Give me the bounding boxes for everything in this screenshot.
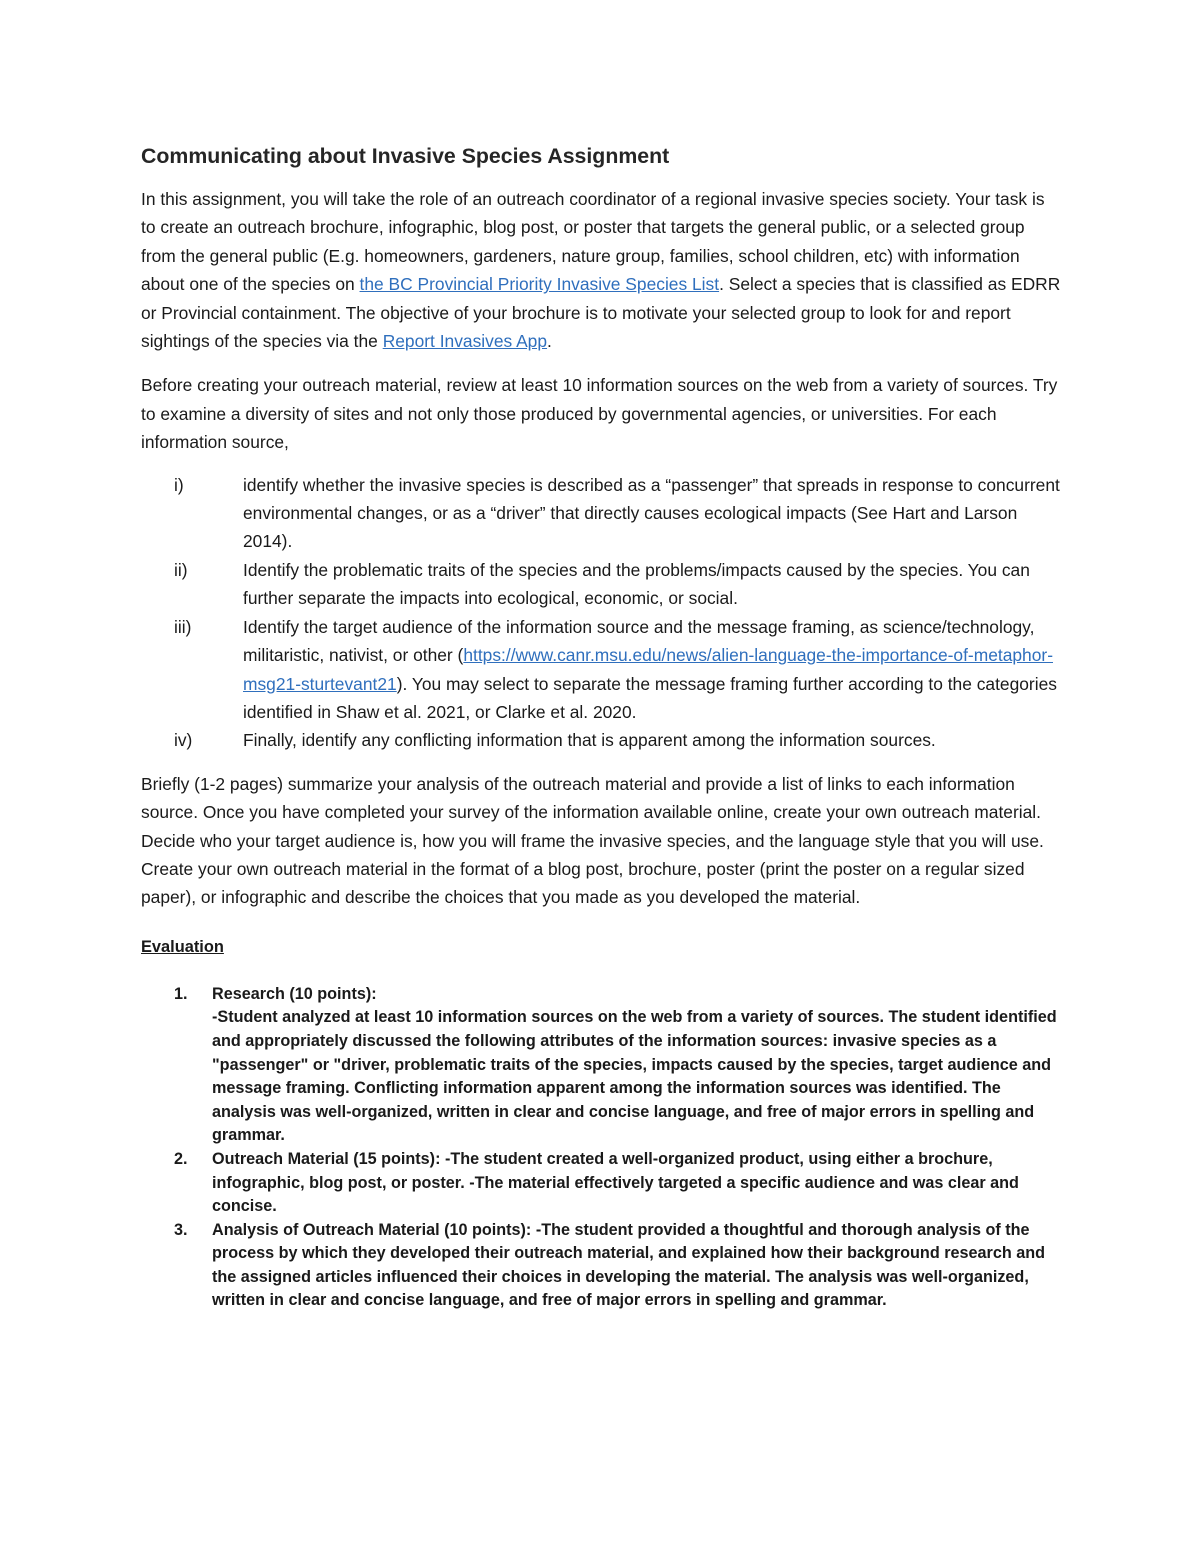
list-item <box>141 556 1063 613</box>
criterion-item <box>141 1219 1063 1313</box>
list-item-text: identify whether the invasive species is described as a “passenger” that spreads in response to concurrent environmental changes, or as a “driver” that directly causes ecological impacts (See Hart and Larson 2014). <box>243 474 1060 552</box>
criterion-item <box>141 983 1063 1148</box>
analysis-steps-list <box>141 471 1063 755</box>
list-item-number: i) <box>174 474 184 495</box>
summary-paragraph: Briefly (1-2 pages) summarize your analysis of the outreach material and provide a list of links to each information source. Once you have completed your survey of the information available online, create your own outreach material. Decide who your target audience is, how you will frame the invasive species, and the language style that you will use. Create your own outreach material in the format of a blog post, brochure, poster (print the poster on a regular sized paper), or infographic and describe the choices that you made as you developed the material. <box>141 773 1044 908</box>
evaluation-heading: Evaluation <box>141 937 224 956</box>
intro-text-1: In this assignment, you will take the role of an outreach coordinator of a regional invasive species society. Your task is to create an outreach brochure, infographic, blog post, or poster that targets the general public, or a selected group from the general public (E.g. homeowners, gardeners, nature group, families, school children, etc) with information about one of the species on <box>141 189 1045 295</box>
evaluation-criteria-list <box>141 983 1063 1313</box>
list-item-text: Identify the problematic traits of the species and the problems/impacts caused by the species. You can further separate the impacts into ecological, economic, or social. <box>243 559 1030 609</box>
criterion-number: 3. <box>174 1220 188 1239</box>
intro-text-3: . <box>547 331 552 352</box>
criterion-title: Research (10 points): <box>212 984 377 1003</box>
intro-paragraph <box>141 185 1063 355</box>
list-item-number: iii) <box>174 616 192 637</box>
list-item-text: ). You may select to separate the message framing further according to the categories identified in Shaw et al. 2021, or Clarke et al. 2020. <box>243 673 1057 722</box>
msu-article-link[interactable]: https://www.canr.msu.edu/news/alien-language-the-importance-of-metaphor-msg21-sturtevant21 <box>243 645 1053 694</box>
criterion-number: 2. <box>174 1149 188 1168</box>
criterion-description: -The student provided a thoughtful and thorough analysis of the process by which they developed their outreach material, and explained how their background research and the assigned articles influenced their choices in developing the material. The analysis was well-organized, written in clear and concise language, and free of major errors in spelling and grammar. <box>212 1220 1045 1310</box>
list-item-text: Identify the target audience of the information source and the message framing, as science/technology, militaristic, nativist, or other ( <box>243 616 1035 666</box>
criterion-description: -Student analyzed at least 10 information sources on the web from a variety of sources. The student identified and appropriately discussed the following attributes of the information sources: invasive species as a "passenger" or "driver, problematic traits of the species, impacts caused by the species, target audience and message framing. Conflicting information apparent among the information sources was identified. The analysis was well-organized, written in clear and concise language, and free of major errors in spelling and grammar. <box>212 1008 1057 1145</box>
list-item-number: iv) <box>174 730 193 751</box>
criterion-title: Analysis of Outreach Material (10 points): <box>212 1220 532 1239</box>
intro-text-2: . Select a species that is classified as EDRR or Provincial containment. The objective of your brochure is to motivate your selected group to look for and report sightings of the species via the <box>141 274 1061 352</box>
list-item-number: ii) <box>174 559 188 580</box>
sources-paragraph: Before creating your outreach material, review at least 10 information sources on the web from a variety of sources. Try to examine a diversity of sites and not only those produced by governmental agencies, or universities. For each information source, <box>141 375 1058 453</box>
list-item-text: Finally, identify any conflicting information that is apparent among the information sources. <box>243 730 936 751</box>
report-invasives-app-link[interactable]: Report Invasives App <box>382 331 548 352</box>
criterion-description: -The student created a well-organized product, using either a brochure, infographic, blog post, or poster. -The material effectively targeted a specific audience and was clear and concise. <box>212 1149 1019 1216</box>
document-content <box>141 140 1063 1313</box>
document-title: Communicating about Invasive Species Assignment <box>141 144 670 168</box>
criterion-item <box>141 1148 1063 1219</box>
list-item <box>141 726 1063 754</box>
criterion-title: Outreach Material (15 points): <box>212 1149 441 1168</box>
criterion-number: 1. <box>174 984 188 1003</box>
species-list-link[interactable]: the BC Provincial Priority Invasive Species List <box>359 274 720 295</box>
list-item <box>141 471 1063 556</box>
list-item <box>141 613 1063 727</box>
